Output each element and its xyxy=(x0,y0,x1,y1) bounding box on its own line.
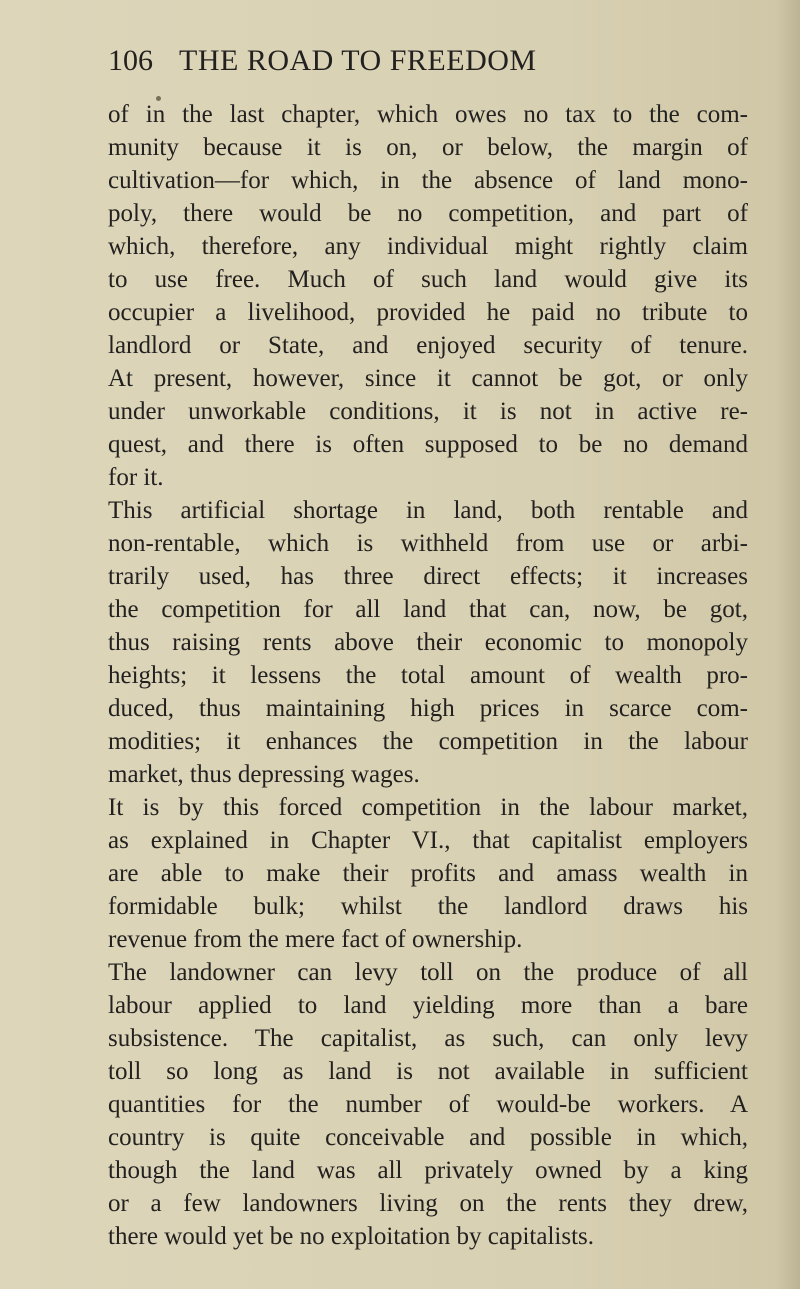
text-line: to use free. Much of such land would give its xyxy=(108,266,748,293)
text-line: quantities for the number of would-be workers. A xyxy=(108,1091,748,1118)
text-line: are able to make their profits and amass wealth in xyxy=(108,860,748,887)
text-line: poly, there would be no competition, and part of xyxy=(108,200,748,227)
paragraph-end-line: for it. xyxy=(108,464,164,491)
text-line: heights; it lessens the total amount of wealth pro- xyxy=(108,662,748,689)
text-line: modities; it enhances the competition in the labour xyxy=(108,728,748,755)
text-line: This artificial shortage in land, both rentable and xyxy=(108,497,748,524)
text-line: The landowner can levy toll on the produce of all xyxy=(108,959,748,986)
paragraph-end-line: revenue from the mere fact of ownership. xyxy=(108,926,523,953)
text-line: trarily used, has three direct effects; it increases xyxy=(108,563,748,590)
text-line: duced, thus maintaining high prices in scarce com- xyxy=(108,695,748,722)
text-line: thus raising rents above their economic to monopoly xyxy=(108,629,748,656)
text-line: At present, however, since it cannot be got, or only xyxy=(108,365,748,392)
text-line: toll so long as land is not available in sufficient xyxy=(108,1058,748,1085)
paragraph-end-line: market, thus depressing wages. xyxy=(108,761,420,788)
text-line: subsistence. The capitalist, as such, can only levy xyxy=(108,1025,748,1052)
text-line: the competition for all land that can, now, be got, xyxy=(108,596,748,623)
text-line: quest, and there is often supposed to be no demand xyxy=(108,431,748,458)
text-line: though the land was all privately owned by a king xyxy=(108,1157,748,1184)
text-line: of in the last chapter, which owes no tax to the com- xyxy=(108,101,748,128)
running-title: THE ROAD TO FREEDOM xyxy=(179,44,537,77)
page-number: 106 xyxy=(108,44,153,77)
text-line: under unworkable conditions, it is not in active re- xyxy=(108,398,748,425)
text-line: which, therefore, any individual might rightly claim xyxy=(108,233,748,260)
text-line: It is by this forced competition in the labour market, xyxy=(108,794,748,821)
page-edge-shadow xyxy=(776,0,800,1289)
text-line: or a few landowners living on the rents they drew, xyxy=(108,1190,748,1217)
text-line: landlord or State, and enjoyed security of tenure. xyxy=(108,332,748,359)
text-line: labour applied to land yielding more than a bare xyxy=(108,992,748,1019)
text-line: as explained in Chapter VI., that capitalist employers xyxy=(108,827,748,854)
paragraph-end-line: there would yet be no exploitation by capitalists. xyxy=(108,1223,594,1250)
text-line: occupier a livelihood, provided he paid no tribute to xyxy=(108,299,748,326)
text-line: cultivation—for which, in the absence of land mono- xyxy=(108,167,748,194)
text-line: non-rentable, which is withheld from use or arbi- xyxy=(108,530,748,557)
body-text xyxy=(108,98,748,1253)
text-line: country is quite conceivable and possible in which, xyxy=(108,1124,748,1151)
text-line: formidable bulk; whilst the landlord draws his xyxy=(108,893,748,920)
page-header xyxy=(108,44,668,94)
text-line: munity because it is on, or below, the margin of xyxy=(108,134,748,161)
